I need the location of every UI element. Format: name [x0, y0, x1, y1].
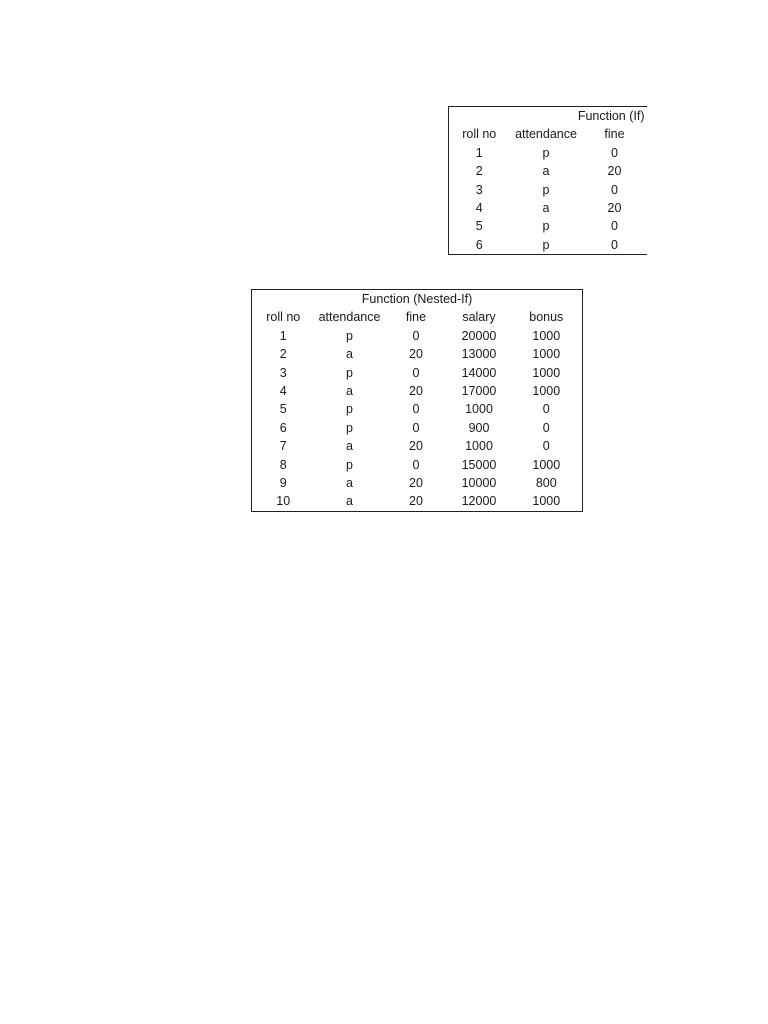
- cell-roll-no: 6: [279, 420, 287, 435]
- table-row: [449, 162, 647, 180]
- cell-roll-no: 6: [475, 237, 483, 252]
- cell-fine: 20: [409, 494, 423, 509]
- cell-attendance: p: [346, 420, 353, 435]
- table-row: [252, 474, 583, 492]
- function-nested-if-table-body: [252, 290, 583, 512]
- cell-salary: 1000: [465, 402, 493, 417]
- cell-roll-no: 2: [475, 164, 483, 179]
- cell-fine: 20: [409, 347, 423, 362]
- header-fine: fine: [405, 310, 427, 325]
- table-row: [449, 144, 647, 162]
- cell-roll-no: 10: [276, 494, 291, 509]
- cell-salary: 12000: [461, 494, 497, 509]
- cell-fine: 20: [409, 439, 423, 454]
- cell-roll-no: 5: [279, 402, 287, 417]
- function-nested-if-table: [251, 289, 583, 512]
- table-row: [252, 492, 583, 511]
- cell-bonus: 1000: [532, 365, 561, 380]
- cell-bonus: 1000: [532, 328, 561, 343]
- cell-attendance: p: [542, 219, 550, 234]
- cell-attendance: a: [346, 476, 353, 491]
- header-roll-no: roll no: [462, 127, 497, 142]
- cell-roll-no: 1: [279, 328, 287, 343]
- table-row: [252, 345, 583, 363]
- cell-roll-no: 3: [475, 182, 483, 197]
- cell-salary: 10000: [461, 476, 497, 491]
- cell-bonus: 1000: [532, 494, 561, 509]
- header-fine: fine: [604, 127, 625, 142]
- cell-fine: 20: [409, 476, 423, 491]
- header-salary: salary: [462, 310, 496, 325]
- cell-fine: 0: [611, 219, 618, 234]
- cell-fine: 20: [409, 384, 423, 399]
- function-if-title: Function (If): [577, 109, 645, 123]
- cell-attendance: p: [542, 182, 550, 197]
- cell-attendance: a: [542, 164, 550, 179]
- table-row: [252, 327, 583, 345]
- table-row: [252, 456, 583, 474]
- cell-attendance: p: [542, 237, 550, 252]
- cell-roll-no: 3: [279, 365, 287, 380]
- table-row: [449, 236, 647, 255]
- cell-bonus: 1000: [532, 347, 561, 362]
- cell-fine: 0: [412, 328, 420, 343]
- table-row: [252, 382, 583, 400]
- cell-attendance: a: [542, 201, 550, 216]
- cell-fine: 0: [611, 182, 618, 197]
- cell-salary: 13000: [461, 347, 497, 362]
- cell-attendance: a: [346, 494, 353, 509]
- header-bonus: bonus: [529, 310, 564, 325]
- cell-bonus: 1000: [532, 384, 561, 399]
- cell-roll-no: 7: [279, 439, 287, 454]
- cell-roll-no: 5: [475, 219, 483, 234]
- cell-bonus: 0: [542, 420, 550, 435]
- cell-fine: 0: [412, 457, 420, 472]
- table-row: [449, 181, 647, 199]
- cell-fine: 0: [412, 365, 420, 380]
- table-row: [252, 419, 583, 437]
- cell-salary: 15000: [461, 457, 497, 472]
- table-title-row: [252, 290, 583, 309]
- cell-salary: 17000: [461, 384, 497, 399]
- table-title-row: [449, 107, 647, 126]
- cell-attendance: a: [346, 347, 353, 362]
- table-header-row: [449, 125, 647, 143]
- cell-attendance: p: [542, 145, 550, 160]
- header-attendance: attendance: [515, 127, 577, 142]
- table-header-row: [252, 308, 583, 326]
- cell-salary: 14000: [461, 365, 497, 380]
- cell-attendance: p: [346, 365, 353, 380]
- cell-attendance: p: [346, 328, 353, 343]
- cell-fine: 20: [607, 164, 622, 179]
- header-attendance: attendance: [318, 310, 381, 325]
- cell-salary: 20000: [461, 328, 497, 343]
- cell-attendance: p: [346, 457, 353, 472]
- cell-fine: 0: [611, 145, 618, 160]
- cell-fine: 0: [412, 420, 420, 435]
- cell-salary: 900: [468, 420, 490, 435]
- cell-roll-no: 4: [475, 201, 483, 216]
- cell-roll-no: 2: [279, 347, 287, 362]
- cell-bonus: 800: [535, 476, 557, 491]
- cell-fine: 20: [607, 201, 622, 216]
- cell-fine: 0: [412, 402, 420, 417]
- cell-roll-no: 8: [279, 457, 287, 472]
- function-if-table: [448, 106, 647, 255]
- cell-roll-no: 4: [279, 384, 287, 399]
- table-row: [252, 400, 583, 418]
- function-if-table-body: [449, 107, 647, 255]
- cell-roll-no: 9: [279, 476, 287, 491]
- cell-bonus: 0: [542, 439, 550, 454]
- cell-fine: 0: [611, 237, 618, 252]
- cell-attendance: a: [346, 384, 353, 399]
- table-row: [449, 217, 647, 235]
- cell-attendance: p: [346, 402, 353, 417]
- cell-bonus: 1000: [532, 457, 561, 472]
- cell-bonus: 0: [542, 402, 550, 417]
- function-nested-if-title: Function (Nested-If): [361, 292, 473, 306]
- cell-roll-no: 1: [475, 145, 483, 160]
- table-row: [449, 199, 647, 217]
- cell-attendance: a: [346, 439, 353, 454]
- cell-salary: 1000: [465, 439, 493, 454]
- header-roll-no: roll no: [266, 310, 301, 325]
- table-row: [252, 364, 583, 382]
- table-row: [252, 437, 583, 455]
